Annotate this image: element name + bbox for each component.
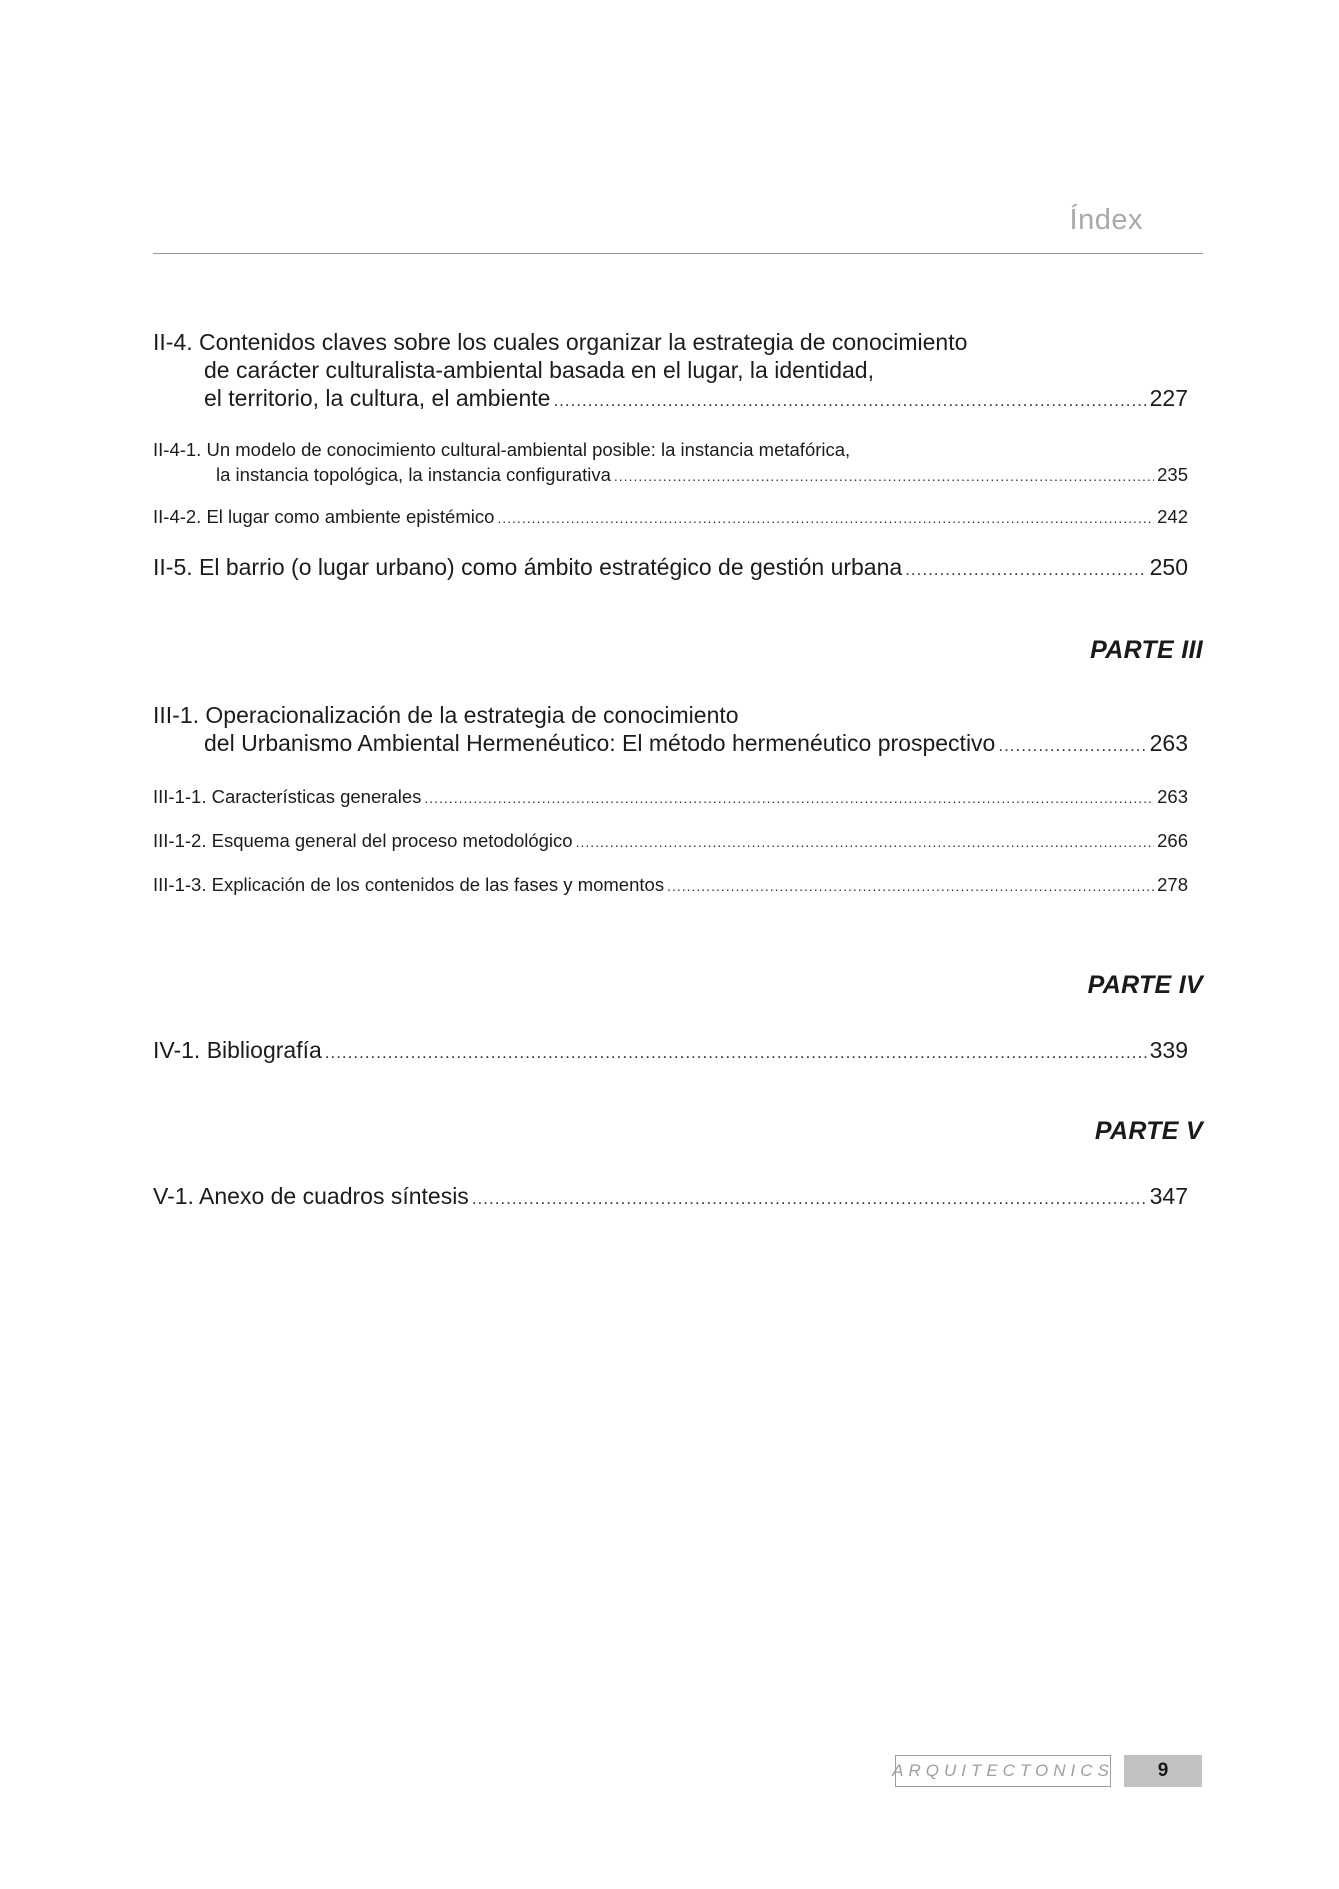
toc-entry-line bbox=[153, 1182, 1188, 1213]
toc-entry-ii-4[interactable] bbox=[153, 328, 1188, 415]
toc-page-number: 227 bbox=[1149, 385, 1188, 411]
part-heading-v: PARTE V bbox=[1094, 1117, 1203, 1145]
toc-entry-text: de carácter culturalista-ambiental basada en el lugar, la identidad, bbox=[204, 357, 874, 383]
leader-dots bbox=[553, 384, 1146, 415]
leader-dots bbox=[325, 1036, 1147, 1067]
page-title: Índex bbox=[1069, 204, 1143, 236]
toc-page-number: 235 bbox=[1157, 464, 1188, 485]
toc-entry-ii-5[interactable] bbox=[153, 553, 1188, 584]
toc-page-number: 242 bbox=[1157, 506, 1188, 527]
toc-page-number: 250 bbox=[1149, 554, 1188, 580]
leader-dots bbox=[998, 729, 1146, 760]
footer-publisher-label: ARQUITECTONICS bbox=[895, 1755, 1111, 1787]
toc-entry-text: III-1. Operacionalización de la estrategia de conocimiento bbox=[153, 702, 739, 728]
toc-entry-iii-1-2[interactable] bbox=[153, 828, 1188, 855]
part-heading-iii: PARTE III bbox=[1090, 636, 1203, 664]
toc-entry-text: II-5. El barrio (o lugar urbano) como ámbito estratégico de gestión urbana bbox=[153, 554, 903, 580]
toc-page-number: 263 bbox=[1149, 730, 1188, 756]
header-rule bbox=[153, 253, 1203, 254]
toc-entry-line bbox=[153, 1036, 1188, 1067]
leader-dots bbox=[905, 553, 1146, 584]
toc-entry-iii-1-3[interactable] bbox=[153, 872, 1188, 899]
toc-page-number: 347 bbox=[1149, 1183, 1188, 1209]
toc-entry-line bbox=[153, 504, 1188, 531]
toc-entry-text: III-1-2. Esquema general del proceso metodológico bbox=[153, 830, 573, 851]
toc-page-number: 263 bbox=[1157, 786, 1188, 807]
toc-page-number: 278 bbox=[1157, 874, 1188, 895]
leader-dots bbox=[472, 1182, 1147, 1213]
toc-entry-text: II-4. Contenidos claves sobre los cuales organizar la estrategia de conocimiento bbox=[153, 329, 968, 355]
toc-entry-text: III-1-1. Características generales bbox=[153, 786, 422, 807]
toc-entry-line bbox=[153, 384, 1188, 415]
toc-entry-line bbox=[153, 872, 1188, 899]
toc-entry-text: el territorio, la cultura, el ambiente bbox=[204, 385, 551, 411]
leader-dots bbox=[614, 462, 1154, 489]
toc-entry-iii-1[interactable] bbox=[153, 701, 1188, 760]
toc-entry-line bbox=[153, 553, 1188, 584]
toc-entry-iv-1[interactable] bbox=[153, 1036, 1188, 1067]
toc-entry-line bbox=[153, 828, 1188, 855]
toc-entry-text: IV-1. Bibliografía bbox=[153, 1037, 322, 1063]
toc-entry-text: del Urbanismo Ambiental Hermenéutico: El método hermenéutico prospectivo bbox=[204, 730, 996, 756]
toc-entry-line bbox=[153, 462, 1188, 489]
toc-entry-text: II-4-1. Un modelo de conocimiento cultural-ambiental posible: la instancia metafórica, bbox=[153, 439, 851, 460]
toc-entry-text: V-1. Anexo de cuadros síntesis bbox=[153, 1183, 469, 1209]
leader-dots bbox=[576, 828, 1155, 855]
leader-dots bbox=[497, 504, 1154, 531]
leader-dots bbox=[667, 872, 1154, 899]
footer-page-number: 9 bbox=[1124, 1755, 1202, 1787]
toc-entry-line bbox=[153, 729, 1188, 760]
toc-page-number: 339 bbox=[1149, 1037, 1188, 1063]
toc-entry-iii-1-1[interactable] bbox=[153, 784, 1188, 811]
leader-dots bbox=[424, 784, 1154, 811]
toc-entry-ii-4-1[interactable] bbox=[153, 437, 1188, 489]
toc-entry-v-1[interactable] bbox=[153, 1182, 1188, 1213]
toc-entry-line bbox=[153, 784, 1188, 811]
toc-entry-ii-4-2[interactable] bbox=[153, 504, 1188, 531]
part-heading-iv: PARTE IV bbox=[1087, 971, 1203, 999]
toc-page-number: 266 bbox=[1157, 830, 1188, 851]
toc-entry-text: II-4-2. El lugar como ambiente epistémico bbox=[153, 506, 495, 527]
toc-entry-text: la instancia topológica, la instancia configurativa bbox=[216, 464, 611, 485]
toc-entry-text: III-1-3. Explicación de los contenidos de las fases y momentos bbox=[153, 874, 665, 895]
